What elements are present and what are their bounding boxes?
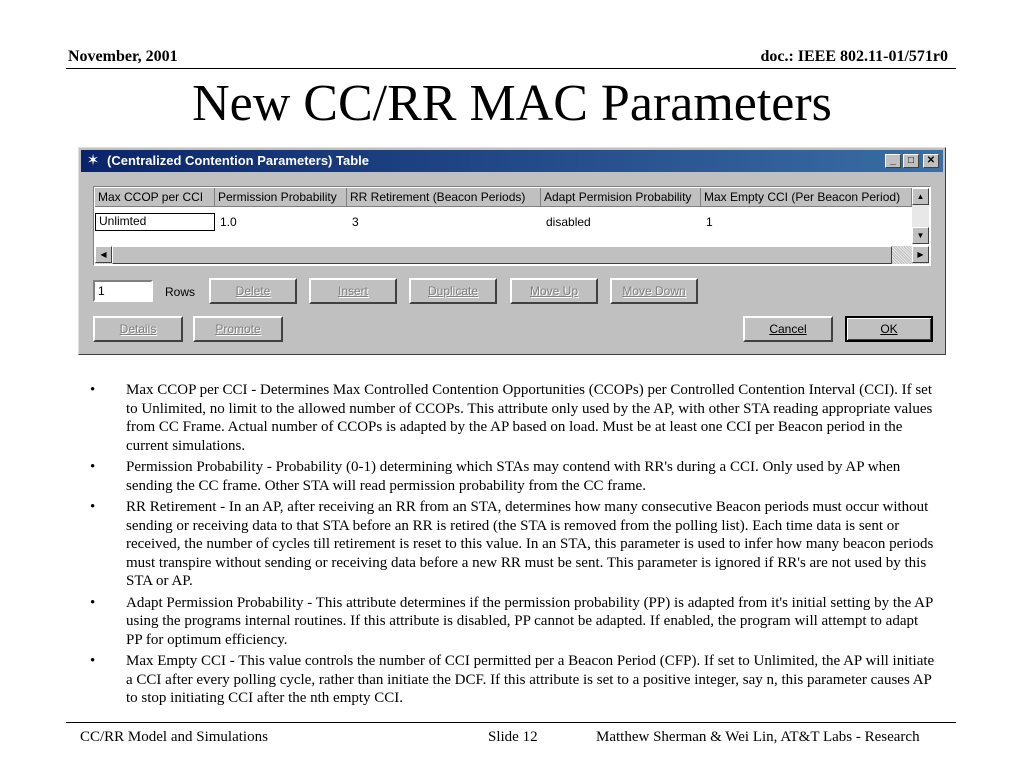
maximize-button[interactable]: □ <box>903 154 919 168</box>
list-item: • Adapt Permission Probability - This attribute determines if the permission probability (PP) is adapted from it's initial setting by the AP using the programs internal routines. If this attribute is disabled, PP cannot be adapted. If enabled, the program will attempt to adapt PP for optimum efficiency. <box>96 594 938 650</box>
parameters-dialog <box>78 147 946 355</box>
parameter-descriptions <box>96 381 938 711</box>
slide-number: Slide 12 <box>488 729 538 745</box>
rows-input[interactable]: 1 <box>93 280 153 302</box>
list-item: • Max Empty CCI - This value controls the number of CCI permitted per a Beacon Period (CFP). If set to Unlimited, the AP will initiate a CCI after every polling cycle, rather than initiate the DCF. If this attribute is set to a positive integer, say n, this parameter causes AP to stop initiating CCI after the nth empty CCI. <box>96 652 938 708</box>
table-cell[interactable]: 1.0 <box>220 215 237 229</box>
scroll-left-icon[interactable]: ◀ <box>95 246 112 263</box>
rows-label: Rows <box>165 285 196 299</box>
dialog-title: (Centralized Contention Parameters) Table <box>107 153 369 168</box>
list-item: • Permission Probability - Probability (0-1) determining which STAs may contend with RR's during a CCI. Only used by AP when sending the CC frame. Other STA will read permission probability from the CC frame. <box>96 458 938 495</box>
cancel-button[interactable]: Cancel <box>743 316 833 342</box>
table-cell[interactable]: 1 <box>706 215 713 229</box>
table-cell[interactable]: Unlimted <box>95 213 215 231</box>
horizontal-scrollbar[interactable] <box>95 246 929 264</box>
table-cell[interactable]: 3 <box>352 215 359 229</box>
details-button[interactable]: Details <box>93 316 183 342</box>
footer-divider <box>66 722 956 723</box>
duplicate-button[interactable]: Duplicate <box>409 278 497 304</box>
insert-button[interactable]: Insert <box>309 278 397 304</box>
horizontal-scroll-thumb[interactable] <box>112 246 892 264</box>
scroll-right-icon[interactable]: ▶ <box>912 246 929 263</box>
column-header-adapt-permission[interactable]: Adapt Permision Probability <box>541 188 701 207</box>
list-item: • RR Retirement - In an AP, after receiving an RR from an STA, determines how many consecutive Beacon periods must occur without sending or receiving data to that STA before an RR is retired (the STA is removed from the polling list). Each time data is sent or received, the number of cycles till retirement is reset to this value. In an STA, this parameter is used to infer how many beacon periods must transpire without sending or receiving data before a new RR must be sent. This parameter is ignored if RR's are not used by this STA or AP. <box>96 498 938 591</box>
column-header-max-ccop[interactable]: Max CCOP per CCI <box>95 188 215 207</box>
header-doc-id: doc.: IEEE 802.11-01/571r0 <box>760 48 948 65</box>
footer-left: CC/RR Model and Simulations <box>80 729 268 745</box>
promote-button[interactable]: Promote <box>193 316 283 342</box>
vertical-scrollbar[interactable] <box>912 188 929 244</box>
ok-button[interactable]: OK <box>845 316 933 342</box>
parameters-table[interactable] <box>93 186 931 266</box>
scroll-up-icon[interactable]: ▲ <box>912 188 929 205</box>
delete-button[interactable]: Delete <box>209 278 297 304</box>
asterisk-icon: ✶ <box>86 152 100 169</box>
column-header-permission-probability[interactable]: Permission Probability <box>215 188 347 207</box>
footer-authors: Matthew Sherman & Wei Lin, AT&T Labs - Research <box>596 729 920 745</box>
list-item: • Max CCOP per CCI - Determines Max Controlled Contention Opportunities (CCOPs) per Controlled Contention Interval (CCI). If set to Unlimited, no limit to the allowed number of CCOPs. This attribute only used by the AP, with other STA reading appropriate values from CC Frame. Actual number of CCOPs is adapted by the AP based on load. Must be at least one CCI per Beacon period in the current simulations. <box>96 381 938 455</box>
column-header-max-empty-cci[interactable]: Max Empty CCI (Per Beacon Period) <box>701 188 912 207</box>
slide-title: New CC/RR MAC Parameters <box>192 75 832 132</box>
column-header-rr-retirement[interactable]: RR Retirement (Beacon Periods) <box>347 188 541 207</box>
move-up-button[interactable]: Move Up <box>510 278 598 304</box>
close-button[interactable]: ✕ <box>923 154 939 168</box>
scroll-down-icon[interactable]: ▼ <box>912 227 929 244</box>
dialog-titlebar[interactable] <box>81 150 943 172</box>
header-divider <box>66 68 956 69</box>
header-date: November, 2001 <box>68 48 178 65</box>
minimize-button[interactable]: _ <box>885 154 901 168</box>
move-down-button[interactable]: Move Down <box>610 278 698 304</box>
table-cell[interactable]: disabled <box>546 215 591 229</box>
